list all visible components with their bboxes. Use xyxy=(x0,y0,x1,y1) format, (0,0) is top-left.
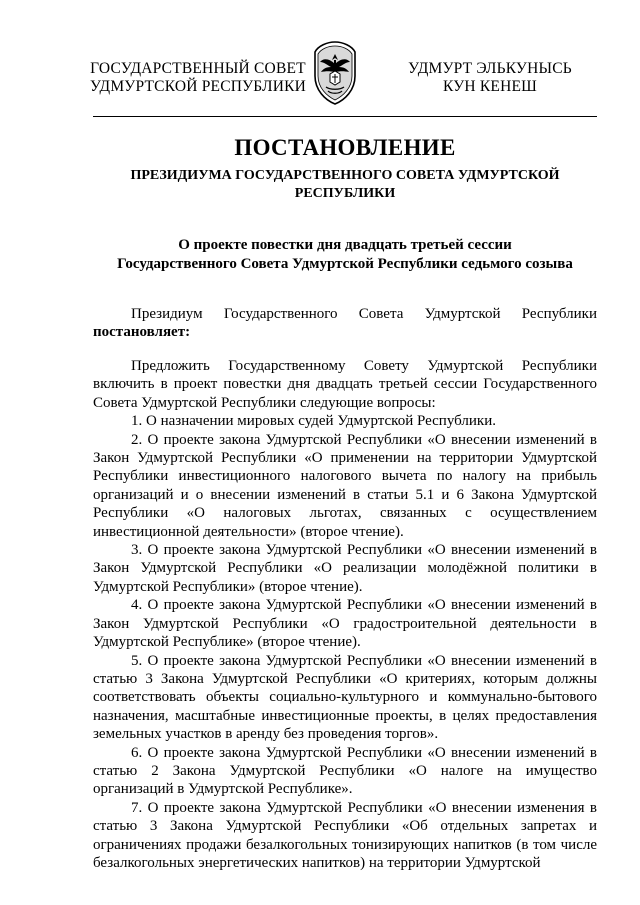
resolve-word: Государственного xyxy=(223,306,338,322)
agenda-list xyxy=(93,412,597,872)
resolve-line xyxy=(93,305,597,323)
issuer-name-udmurt xyxy=(400,60,580,96)
header-divider xyxy=(93,116,597,117)
document-title: ПОСТАНОВЛЕНИЕ xyxy=(234,135,456,160)
agenda-item: 6. О проекте закона Удмуртской Республики «О внесении изменений в статью 2 Закона Удмуртской Республики «О налоге на имущество организаций в Удмуртской Республике». xyxy=(93,744,597,798)
subject-line2: Государственного Совета Удмуртской Республики седьмого созыва xyxy=(117,255,573,272)
agenda-item: 2. О проекте закона Удмуртской Республики «О внесении изменений в Закон Удмуртской Республики «О применении на территории Удмуртской Республики инвестиционного налогового вычета по налогу на прибыль организаций и о внесении изменений в статьи 5.1 и 6 Закона Удмуртской Республики «О налоговых льготах, связанных с осуществлением инвестиционной деятельности» (второе чтение). xyxy=(93,431,597,540)
issuer-name-russian xyxy=(82,60,314,96)
agenda-item: 4. О проекте закона Удмуртской Республики «О внесении изменений в Закон Удмуртской Республики «О градостроительной деятельности в Удмуртской Республике» (второе чтение). xyxy=(93,597,597,651)
document-body xyxy=(93,357,597,872)
issuer-name-udmurt-line1: УДМУРТ ЭЛЬКУНЫСЬ xyxy=(408,60,572,77)
resolve-word: Президиум xyxy=(131,306,203,322)
agenda-item: 5. О проекте закона Удмуртской Республики «О внесении изменений в статью 3 Закона Удмуртской Республики «О критериях, которым должны соответствовать объекты социально-культурного и коммунально-бытового назначения, масштабные инвестиционные проекты, в целях предоставления земельных участков в аренду без проведения торгов». xyxy=(93,652,597,743)
subject-line1: О проекте повестки дня двадцать третьей сессии xyxy=(178,237,512,253)
document-subtitle: ПРЕЗИДИУМА ГОСУДАРСТВЕННОГО СОВЕТА УДМУРТСКОЙ РЕСПУБЛИКИ xyxy=(130,168,560,201)
agenda-item: 1. О назначении мировых судей Удмуртской Республики. xyxy=(131,413,496,430)
resolve-word: Республики xyxy=(521,306,597,322)
issuer-name-russian-line2: УДМУРТСКОЙ РЕСПУБЛИКИ xyxy=(89,78,307,95)
issuer-name-udmurt-line2: КУН КЕНЕШ xyxy=(443,78,537,95)
coat-of-arms-icon xyxy=(312,40,358,106)
resolve-paragraph xyxy=(93,305,597,342)
resolve-word: Удмуртской xyxy=(424,306,501,322)
issuer-name-russian-line1: ГОСУДАРСТВЕННЫЙ СОВЕТ xyxy=(90,60,306,77)
agenda-item: 7. О проекте закона Удмуртской Республики «О внесении изменения в статью 3 Закона Удмуртской Республики «Об отдельных запретах и ограничениях продажи безалкогольных тонизирующих напитков (в том числе безалкогольных энергетических напитков) на территории Удмуртской xyxy=(93,799,597,871)
intro-paragraph: Предложить Государственному Совету Удмуртской Республики включить в проект повестки дня двадцать третьей сессии Государственного Совета Удмуртской Республики следующие вопросы: xyxy=(93,358,597,411)
document-subject xyxy=(93,236,597,273)
resolve-verb: постановляет: xyxy=(93,324,191,341)
resolve-word: Совета xyxy=(358,306,404,322)
agenda-item: 3. О проекте закона Удмуртской Республики «О внесении изменений в Закон Удмуртской Республики «О реализации молодёжной политики в Удмуртской Республики» (второе чтение). xyxy=(93,542,597,595)
